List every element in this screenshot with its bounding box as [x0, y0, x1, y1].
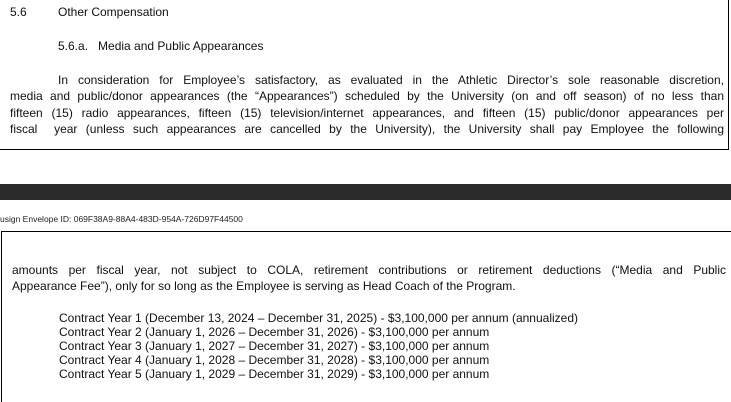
docusign-envelope-id: usign Envelope ID: 069F38A9-88A4-483D-954A-726D97F44500 [0, 214, 243, 224]
contract-year-2: Contract Year 2 (January 1, 2026 – December 31, 2026) - $3,100,000 per annum [59, 325, 490, 339]
document-page-bottom [1, 231, 731, 402]
section-title: Other Compensation [58, 5, 169, 19]
page-separator-bar [0, 184, 731, 200]
contract-year-3: Contract Year 3 (January 1, 2027 – December 31, 2027) - $3,100,000 per annum [59, 339, 490, 353]
paragraph-top-line-2: media and public/donor appearances (the “Appearances”) scheduled by the University (on and off season) of no less than [10, 89, 724, 104]
document-page-top [0, 0, 729, 150]
paragraph-top-line-3: fifteen (15) radio appearances, fifteen (15) television/internet appearances, and fifteen (15) public/donor appearances per [10, 105, 724, 120]
paragraph-bottom-line-1: amounts per fiscal year, not subject to COLA, retirement contributions or retirement deductions (“Media and Public [12, 263, 726, 277]
paragraph-top-line-1: In consideration for Employee’s satisfactory, as evaluated in the Athletic Director’s sole reasonable discretion, [58, 73, 724, 87]
contract-year-4: Contract Year 4 (January 1, 2028 – December 31, 2028) - $3,100,000 per annum [59, 353, 490, 367]
contract-year-5: Contract Year 5 (January 1, 2029 – December 31, 2029) - $3,100,000 per annum [59, 367, 490, 381]
contract-year-1: Contract Year 1 (December 13, 2024 – December 31, 2025) - $3,100,000 per annum (annualized) [59, 311, 578, 325]
subsection-heading: 5.6.a. Media and Public Appearances [58, 39, 264, 53]
paragraph-top-line-4: fiscal year (unless such appearances are cancelled by the University), the University shall pay Employee the following [10, 121, 724, 136]
paragraph-bottom-line-2: Appearance Fee”), only for so long as the Employee is serving as Head Coach of the Program. [12, 279, 516, 294]
section-number: 5.6 [10, 5, 27, 19]
